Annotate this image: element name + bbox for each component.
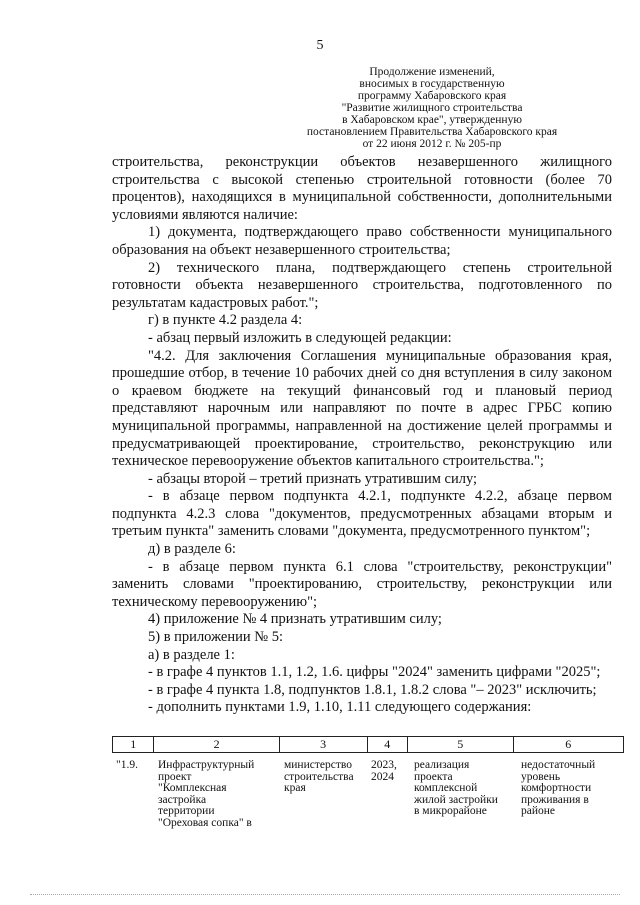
- table-header-cell: 5: [408, 737, 514, 753]
- header-line: вносимых в государственную: [359, 78, 505, 90]
- table-header-cell: 3: [279, 737, 367, 753]
- table-cell-line: 2024: [371, 770, 394, 783]
- body-paragraph: - в графе 4 пункта 1.8, подпунктов 1.8.1, 1.8.2 слова "– 2023" исключить;: [148, 681, 597, 698]
- header-line: "Развитие жилищного строительства: [341, 102, 523, 114]
- body-paragraph: 1) документа, подтверждающего право собственности муниципального образования на объект незавершенного строительства;: [112, 224, 612, 258]
- table-cell-line: края: [284, 782, 306, 794]
- body-paragraph: строительства, реконструкции объектов незавершенного жилищного строительства с высокой степенью строительной готовности (более 70 процентов), находящихся в муниципальной собственности, дополнительными условиями являются наличие:: [112, 154, 612, 223]
- body-paragraph: д) в разделе 6:: [148, 541, 236, 558]
- table-cell-line: проект: [158, 770, 192, 783]
- table-cell-project: [158, 760, 276, 829]
- body-paragraph: - дополнить пунктами 1.9, 1.10, 1.11 следующего содержания:: [148, 699, 532, 716]
- table-cell-line: комфортности: [521, 782, 592, 794]
- header-line: постановлением Правительства Хабаровского края: [306, 126, 558, 138]
- body-paragraph: - в графе 4 пунктов 1.1, 1.2, 1.6. цифры "2024" заменить цифрами "2025";: [148, 664, 601, 681]
- table-cell-line: реализация: [414, 759, 470, 771]
- table-cell-line: застройка: [158, 793, 207, 806]
- table-cell-problem: [521, 760, 619, 818]
- page-number: 5: [316, 38, 324, 53]
- body-paragraph: "4.2. Для заключения Соглашения муниципальные образования края, прошедшие отбор, в течение 10 рабочих дней со дня вступления в силу законом о краевом бюджете на текущий финансовый год и плановый период представляют нарочным или направляют по почте в адрес ГРБС копию муниципальной программы, направленной на достижение целей программы и предусматривающей проектирование, строительство, реконструкцию или техническое перевооружение объектов капитального строительства.";: [112, 347, 612, 470]
- table-header-cell: 1: [113, 737, 154, 753]
- table-cell-line: строительства: [284, 770, 354, 783]
- table-cell-responsible: [284, 760, 366, 795]
- body-paragraph: г) в пункте 4.2 раздела 4:: [148, 312, 303, 329]
- table-cell-line: министерство: [284, 759, 352, 771]
- table-cell-line: проекта: [414, 770, 453, 783]
- table-cell-line: территории: [158, 805, 215, 817]
- table-cell-action: [414, 760, 508, 818]
- table-cell-line: проживания в: [521, 793, 589, 806]
- body-paragraph: - абзац первый изложить в следующей редакции:: [148, 329, 452, 346]
- scan-edge-artifact: [30, 894, 620, 897]
- body-paragraph: - абзацы второй – третий признать утратившим силу;: [148, 470, 478, 487]
- header-line: программу Хабаровского края: [357, 90, 507, 102]
- header-line: Продолжение изменений,: [369, 66, 495, 78]
- table-cell-line: "Комплексная: [158, 782, 227, 794]
- table-cell-line: в микрорайоне: [414, 805, 487, 817]
- table-cell-line: 2023,: [371, 759, 397, 771]
- table-cell-line: Инфраструктурный: [158, 759, 255, 771]
- table-cell-line: уровень: [521, 770, 561, 783]
- document-body: [112, 154, 612, 717]
- table-cell-line: недостаточный: [521, 759, 596, 771]
- body-paragraph: - в абзаце первом пункта 6.1 слова "строительству, реконструкции" заменить словами "проектированию, строительству, реконструкции или техническому перевооружению";: [112, 558, 612, 610]
- table-cell-number: [116, 760, 146, 772]
- document-header: [282, 66, 582, 150]
- header-line: в Хабаровском крае", утвержденную: [342, 114, 522, 126]
- body-paragraph: а) в разделе 1:: [148, 646, 235, 663]
- table-header-cell: 4: [367, 737, 408, 753]
- body-paragraph: 4) приложение № 4 признать утратившим силу;: [148, 611, 442, 628]
- table-cell-line: районе: [521, 805, 556, 817]
- table-cell-years: [371, 760, 407, 783]
- body-paragraph: - в абзаце первом подпункта 4.2.1, подпункте 4.2.2, абзаце первом подпункта 4.2.3 слова "документов, предусмотренных абзацами вторым и третьим пункта" заменить словами "документа, предусмотренного пунктом";: [112, 488, 612, 540]
- table-cell-line: жилой застройки: [414, 793, 498, 806]
- table-cell-line: "1.9.: [116, 759, 138, 771]
- table-cell-line: "Ореховая сопка" в: [158, 816, 252, 829]
- body-paragraph: 2) технического плана, подтверждающего степень строительной готовности объекта незавершенного строительства, подготовленного по результатам кадастровых работ.";: [112, 259, 612, 311]
- body-paragraph: 5) в приложении № 5:: [148, 629, 283, 646]
- header-line: от 22 июня 2012 г. № 205-пр: [362, 138, 502, 150]
- amendment-table-header: [112, 736, 624, 753]
- table-header-cell: 6: [513, 737, 623, 753]
- table-cell-line: комплексной: [414, 782, 478, 794]
- table-header-cell: 2: [154, 737, 279, 753]
